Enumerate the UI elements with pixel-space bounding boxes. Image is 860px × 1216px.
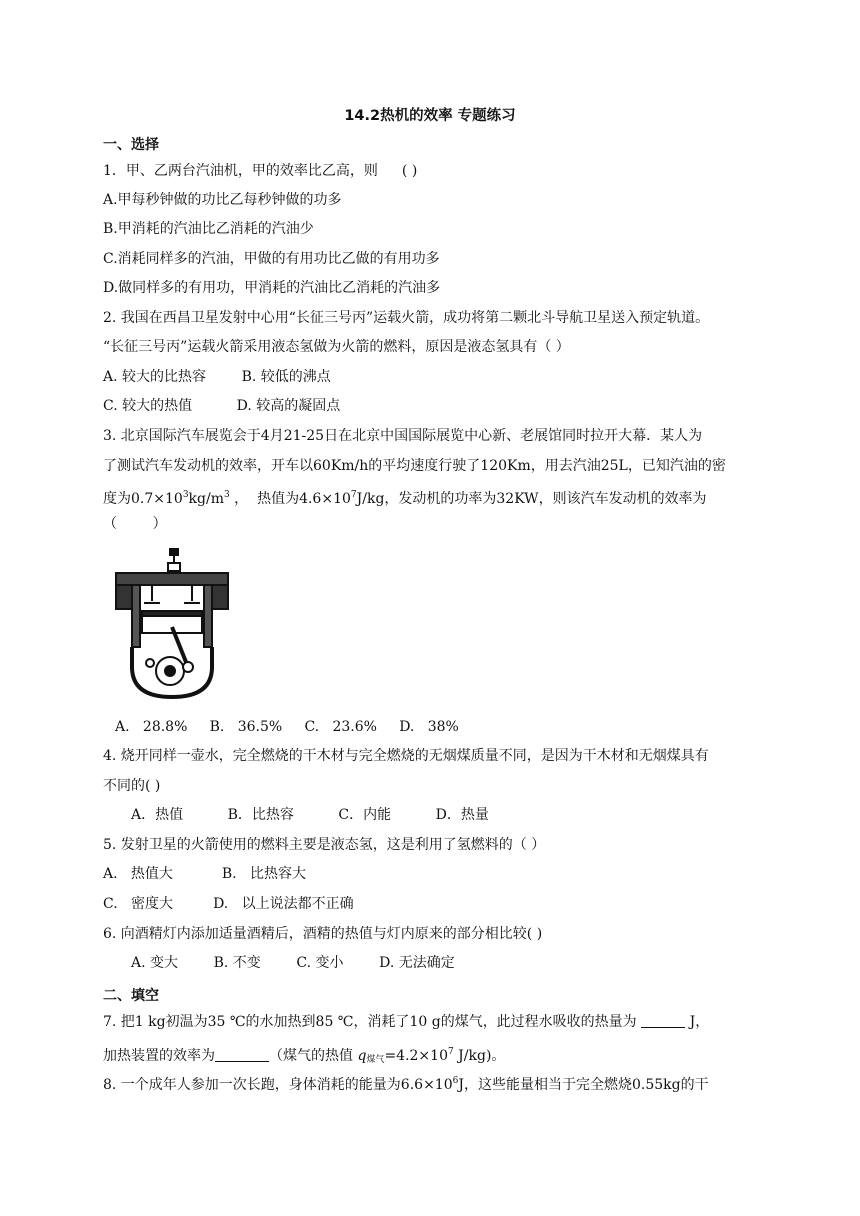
question-7-line-2: 加热装置的效率为 （煤气的热值 $q_{煤气}=4.2\times 10^7$ J/kg)。 (103, 1047, 506, 1065)
question-4-options: A．热值 B．比热容 C．内能 D．热量 (131, 807, 489, 823)
question-1-option-c: C.消耗同样多的汽油，甲做的有用功比乙做的有用功多 (103, 251, 440, 267)
question-4-line-2: 不同的( ) (103, 778, 161, 794)
question-1-option-b: B.甲消耗的汽油比乙消耗的汽油少 (103, 221, 314, 237)
question-2-line-2: “长征三号丙”运载火箭采用液态氢做为火箭的燃料，原因是液态氢具有（ ） (103, 339, 570, 355)
question-2-options-ab: A. 较大的比热容 B. 较低的沸点 (103, 369, 331, 385)
question-6-stem: 6. 向酒精灯内添加适量酒精后，酒精的热值与灯内原来的部分相比较( ) (103, 926, 543, 942)
question-1-option-d: D.做同样多的有用功，甲消耗的汽油比乙消耗的汽油多 (103, 280, 441, 296)
section-heading-choice: 一、选择 (103, 137, 159, 153)
question-6-options: A. 变大 B. 不变 C. 变小 D. 无法确定 (131, 955, 455, 971)
question-3-line-1: 3. 北京国际汽车展览会于4月21-25日在北京中国国际展览中心新、老展馆同时拉开大幕．某人为 (103, 428, 703, 444)
question-3-options: A. 28.8% B. 36.5% C. 23.6% D. 38% (115, 719, 459, 735)
section-heading-fill: 二、填空 (103, 988, 159, 1004)
page-title: 14.2热机的效率 专题练习 (344, 108, 516, 124)
question-1-stem: 1．甲、乙两台汽油机，甲的效率比乙高，则 ( ) (103, 163, 418, 179)
answer-blank-heat[interactable] (641, 1013, 685, 1028)
question-1-option-a: A.甲每秒钟做的功比乙每秒钟做的功多 (103, 192, 342, 208)
question-7-line-1: 7. 把1 kg初温为35 ℃的水加热到85 ℃，消耗了10 g的煤气，此过程水吸收的热量为 J， (103, 1014, 710, 1030)
question-3-line-2: 了测试汽车发动机的效率，开车以60Km/h的平均速度行驶了120Km，用去汽油25L，已知汽油的密 (103, 458, 726, 474)
question-4-line-1: 4. 烧开同样一壶水，完全燃烧的干木材与完全燃烧的无烟煤质量不同，是因为干木材和无烟煤具有 (103, 748, 709, 764)
question-8-line-1: 8. 一个成年人参加一次长跑，身体消耗的能量为$6.6\times 10^6J$，这些能量相当于完全燃烧0.55kg的干 (103, 1076, 709, 1093)
question-3-line-3: 度为$0.7\times 10^3kg/m^3$ ， 热值为$4.6\times 10^7J/kg$，发动机的功率为32KW，则该汽车发动机的效率为 (103, 490, 707, 507)
question-5-stem: 5. 发射卫星的火箭使用的燃料主要是液态氢，这是利用了氢燃料的（ ） (103, 837, 546, 853)
engine-cylinder-diagram (112, 545, 230, 703)
question-2-line-1: 2. 我国在西昌卫星发射中心用“长征三号丙”运载火箭，成功将第二颗北斗导航卫星送入预定轨道。 (103, 310, 710, 326)
question-3-answer-paren: （ ） (103, 516, 167, 532)
question-2-options-cd: C. 较大的热值 D. 较高的凝固点 (103, 398, 341, 414)
answer-blank-efficiency[interactable] (215, 1047, 269, 1062)
question-5-options-ab: A. 热值大 B. 比热容大 (103, 866, 306, 882)
question-5-options-cd: C. 密度大 D. 以上说法都不正确 (103, 896, 354, 912)
